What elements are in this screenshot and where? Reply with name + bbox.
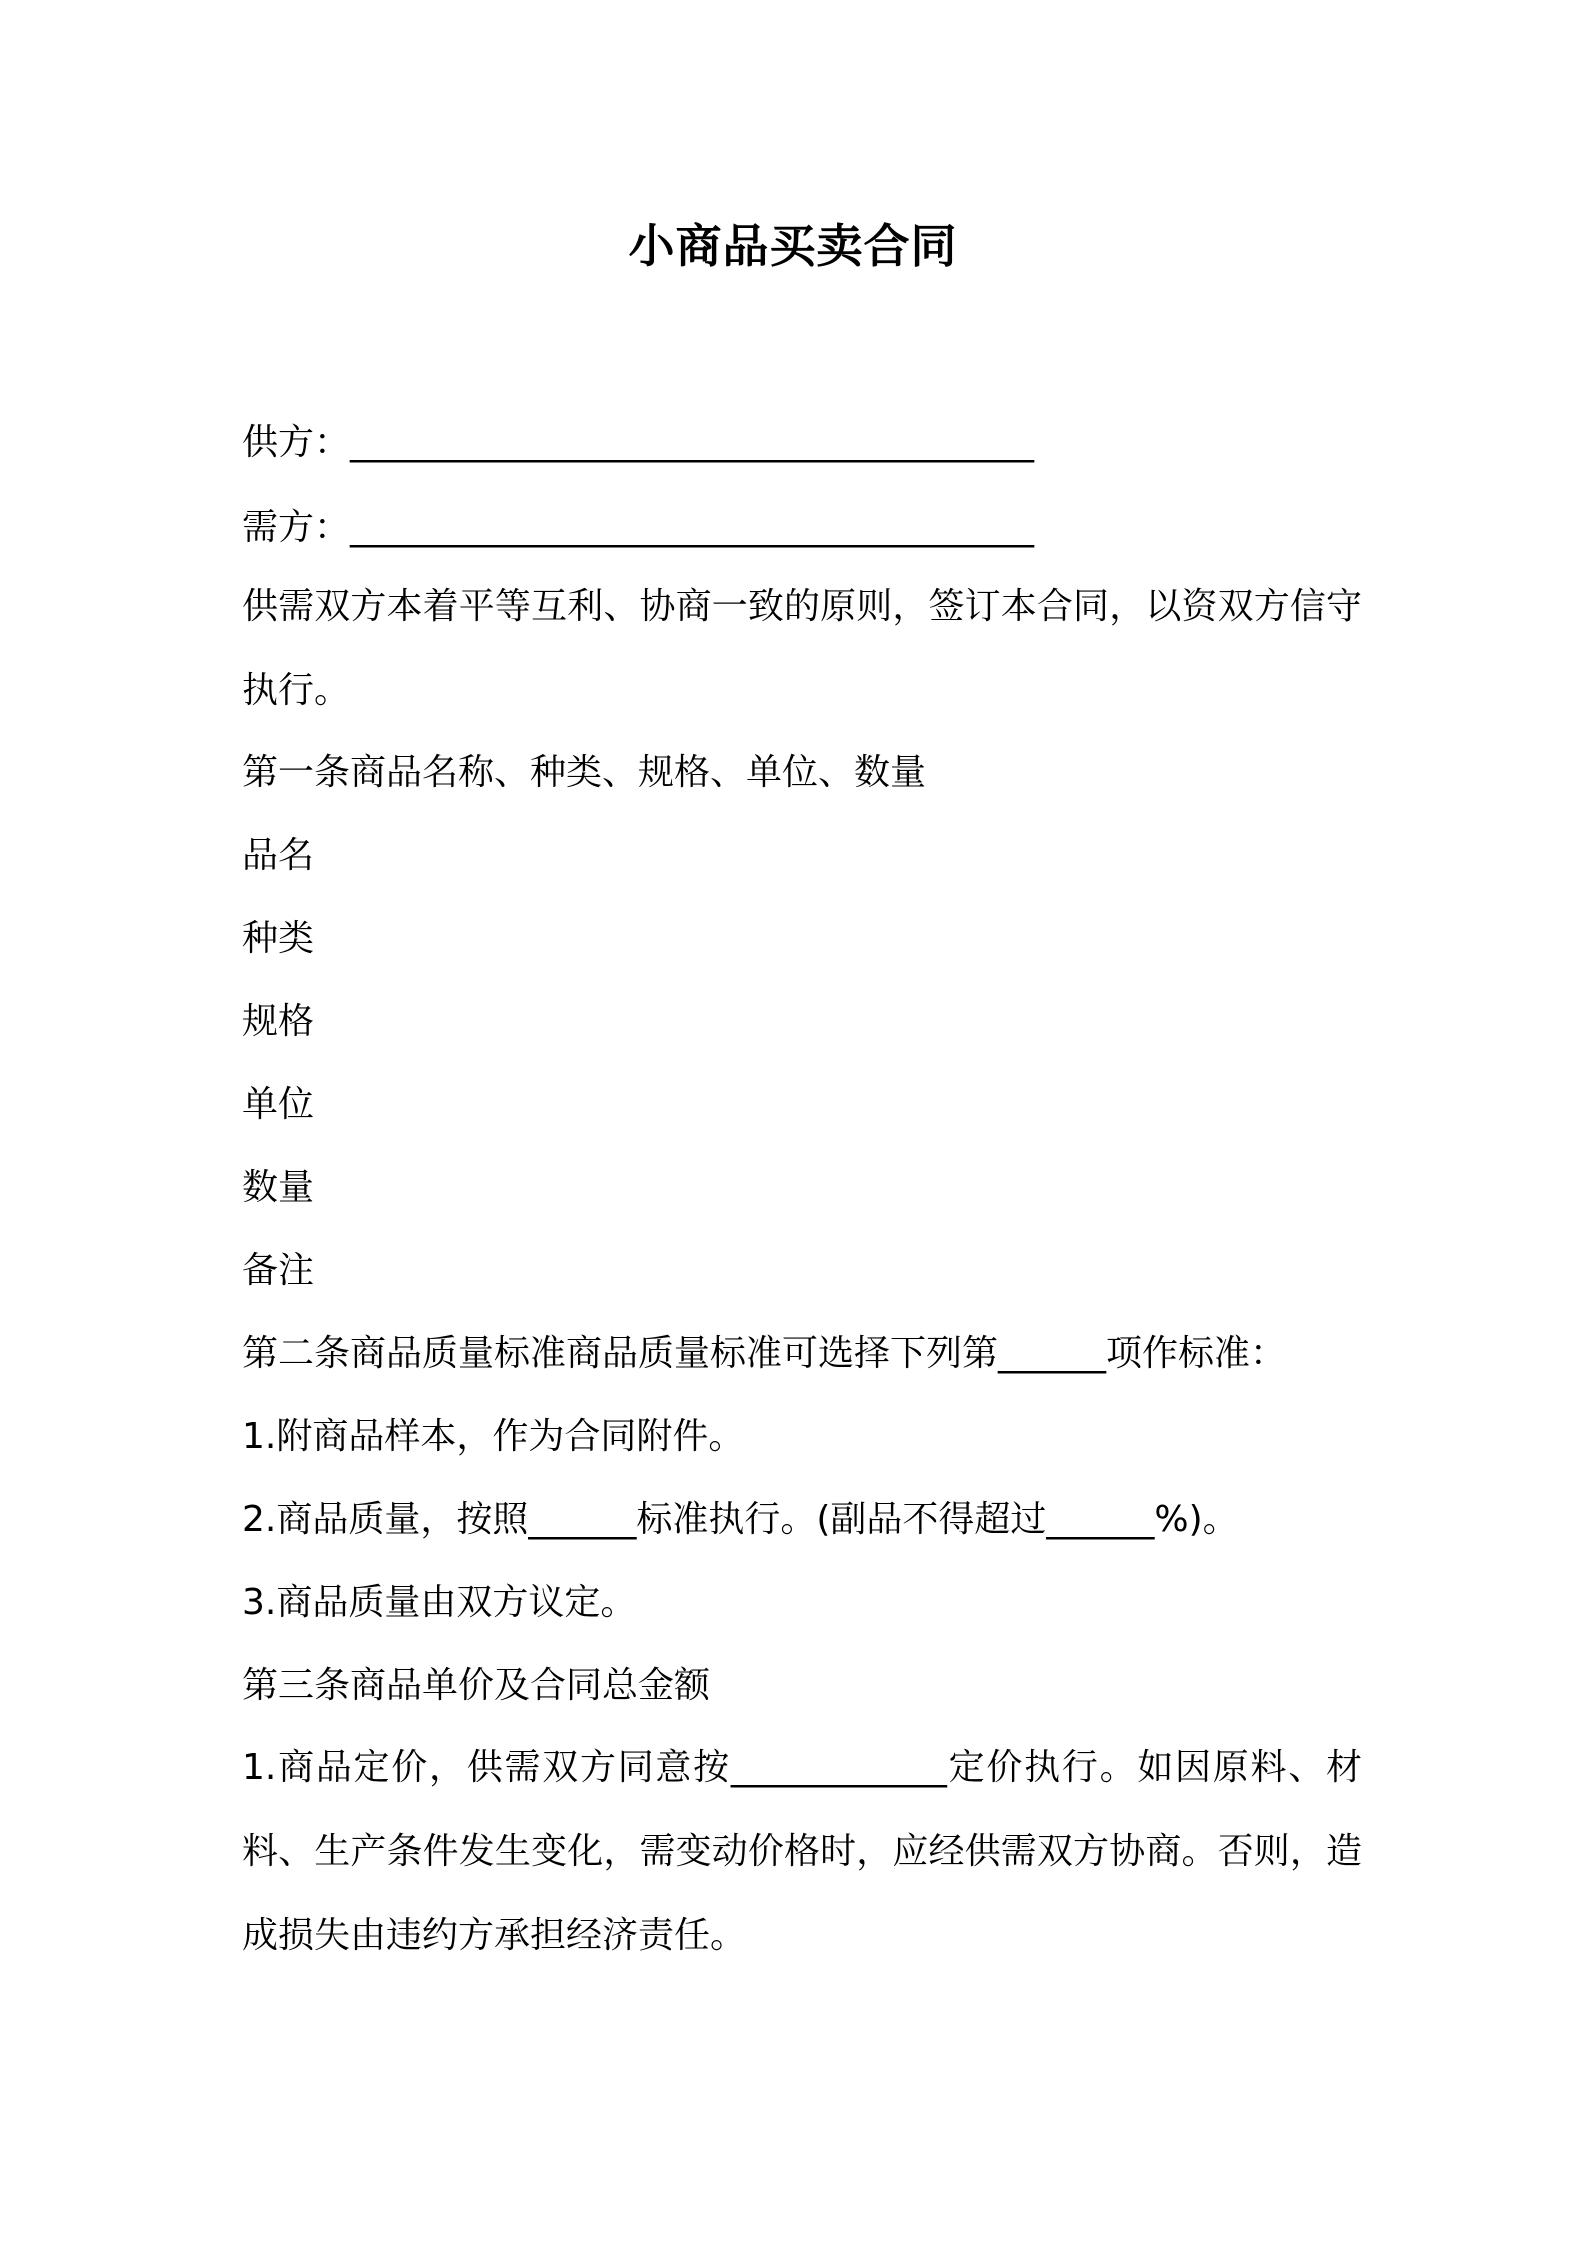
intro-paragraph: 供需双方本着平等互利、协商一致的原则，签订本合同，以资双方信守执行。 bbox=[242, 586, 1362, 711]
article2-item-1: 1.附商品样本，作为合同附件。 bbox=[242, 1416, 745, 1457]
field-unit: 单位 bbox=[242, 1084, 315, 1125]
field-category: 种类 bbox=[242, 918, 315, 959]
article2-item-2: 2.商品质量，按照______标准执行。(副品不得超过______%)。 bbox=[242, 1499, 1239, 1540]
article2-heading: 第二条商品质量标准商品质量标准可选择下列第______项作标准： bbox=[242, 1333, 1287, 1374]
document-title: 小商品买卖合同 bbox=[628, 219, 958, 273]
article3-paragraph: 1.商品定价，供需双方同意按____________定价执行。如因原料、材料、生产条件发生变化，需变动价格时，应经供需双方协商。否则，造成损失由违约方承担经济责任。 bbox=[242, 1747, 1362, 1956]
article2-item-3: 3.商品质量由双方议定。 bbox=[242, 1582, 637, 1623]
field-remarks: 备注 bbox=[242, 1250, 315, 1291]
field-product-name: 品名 bbox=[242, 835, 315, 876]
supplier-line: 供方：______________________________________ bbox=[242, 422, 1035, 463]
buyer-line: 需方：______________________________________ bbox=[242, 507, 1035, 548]
article3-heading: 第三条商品单价及合同总金额 bbox=[242, 1665, 711, 1706]
article1-heading: 第一条商品名称、种类、规格、单位、数量 bbox=[242, 752, 927, 793]
field-quantity: 数量 bbox=[242, 1167, 315, 1208]
field-specification: 规格 bbox=[242, 1001, 315, 1042]
